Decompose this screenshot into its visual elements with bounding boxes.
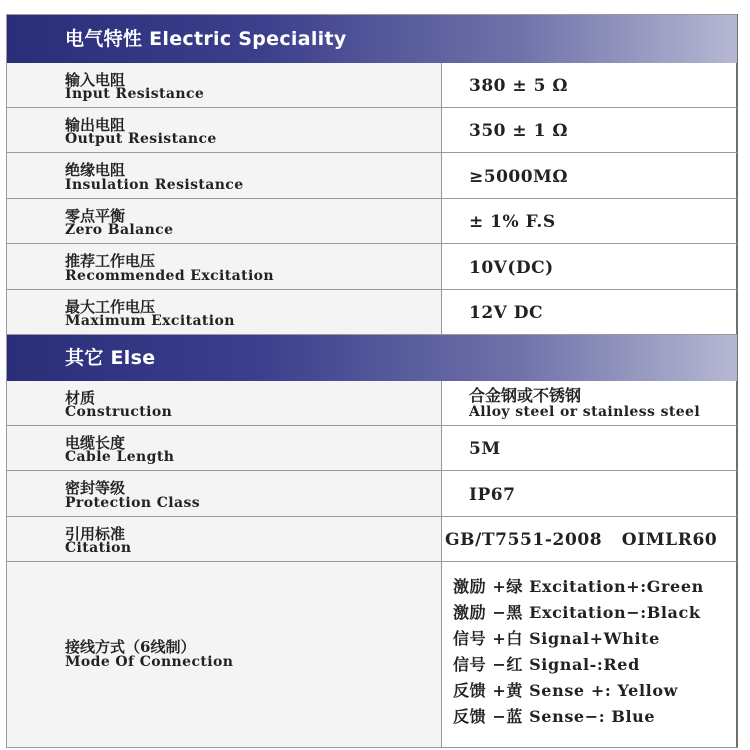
label-en: Recommended Excitation (65, 268, 274, 284)
spec-row-zero-balance (7, 199, 737, 244)
wire-line-signal-plus: 信号 +白 Signal+White (453, 629, 660, 648)
label-zh: 接线方式（6线制） (65, 638, 196, 656)
label-en: Construction (65, 404, 173, 420)
spec-value-zh: 合金钢或不锈钢 (469, 386, 582, 405)
section-title: 电气特性 Electric Speciality (65, 28, 347, 50)
wire-line-excitation-minus: 激励 −黑 Excitation−:Black (453, 603, 701, 622)
label-zh: 密封等级 (65, 479, 126, 497)
spec-label-cell (7, 381, 442, 425)
spec-row-citation (7, 517, 737, 562)
spec-label-cell (7, 290, 442, 334)
spec-value: 12V DC (469, 303, 544, 323)
spec-value: 5M (469, 439, 501, 459)
spec-label-cell (7, 562, 442, 747)
spec-value-en: Alloy steel or stainless steel (469, 404, 701, 420)
label-en: Zero Balance (65, 222, 174, 238)
wire-line-sense-minus: 反馈 −蓝 Sense−: Blue (453, 707, 656, 726)
wire-line-signal-minus: 信号 −红 Signal-:Red (453, 655, 640, 674)
label-en: Protection Class (65, 495, 201, 511)
label-en: Output Resistance (65, 131, 217, 147)
spec-row-cable-length (7, 426, 737, 471)
spec-label-cell (7, 108, 442, 152)
spec-value: 10V(DC) (469, 258, 554, 278)
spec-row-input-resistance (7, 63, 737, 108)
spec-label-cell (7, 471, 442, 516)
spec-label-cell (7, 199, 442, 243)
label-zh: 输出电阻 (65, 116, 126, 134)
spec-value: ± 1% F.S (469, 212, 556, 232)
label-zh: 推荐工作电压 (65, 252, 156, 270)
spec-label-cell (7, 244, 442, 289)
wire-line-excitation-plus: 激励 +绿 Excitation+:Green (453, 577, 704, 596)
spec-row-output-resistance (7, 108, 737, 153)
label-zh: 电缆长度 (65, 434, 126, 452)
label-en: Maximum Excitation (65, 313, 235, 329)
section-header-else (7, 335, 737, 381)
spec-label-cell (7, 63, 442, 107)
spec-row-recommended-excitation (7, 244, 737, 290)
spec-label-cell (7, 426, 442, 470)
label-zh: 材质 (65, 389, 96, 407)
spec-row-insulation-resistance (7, 153, 737, 199)
spec-label-cell (7, 517, 442, 561)
label-en: Citation (65, 540, 132, 556)
spec-value: ≥5000MΩ (469, 167, 569, 187)
section-title: 其它 Else (65, 347, 156, 369)
spec-value: 380 ± 5 Ω (469, 76, 568, 96)
spec-row-maximum-excitation (7, 290, 737, 335)
label-zh: 引用标准 (65, 525, 126, 543)
spec-row-construction (7, 381, 737, 426)
label-zh: 绝缘电阻 (65, 161, 126, 179)
spec-value: 350 ± 1 Ω (469, 121, 568, 141)
spec-value: GB/T7551-2008 OIMLR60 (445, 530, 718, 550)
label-en: Insulation Resistance (65, 177, 244, 193)
spec-sheet (6, 14, 738, 748)
spec-value: IP67 (469, 485, 516, 505)
label-zh: 最大工作电压 (65, 298, 156, 316)
label-en: Mode Of Connection (65, 654, 234, 670)
label-zh: 零点平衡 (65, 207, 126, 225)
wire-line-sense-plus: 反馈 +黄 Sense +: Yellow (453, 681, 678, 700)
spec-row-connection-mode (7, 562, 737, 747)
label-zh: 输入电阻 (65, 71, 126, 89)
label-en: Input Resistance (65, 86, 205, 102)
label-en: Cable Length (65, 449, 175, 465)
section-header-electric (7, 15, 737, 63)
spec-label-cell (7, 153, 442, 198)
spec-row-protection-class (7, 471, 737, 517)
